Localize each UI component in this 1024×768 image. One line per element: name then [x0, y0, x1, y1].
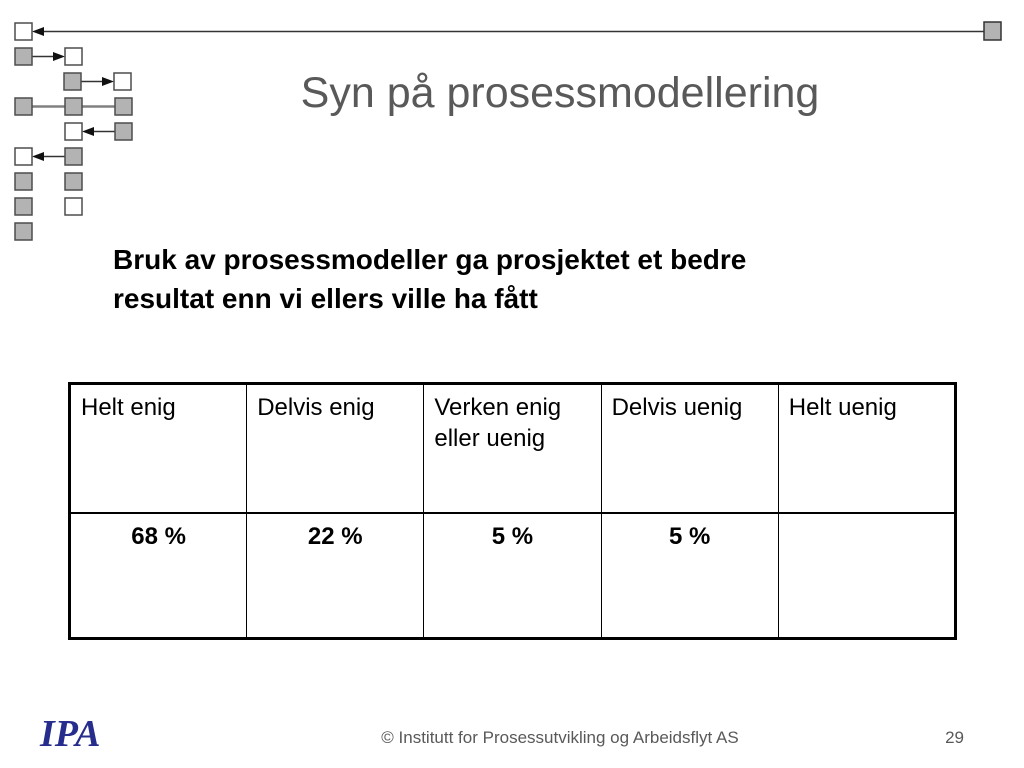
value-cell-delvis-uenig: 5 % [601, 513, 778, 639]
footer-copyright: © Institutt for Prosessutvikling og Arbeidsflyt AS [381, 728, 739, 747]
decorative-flow-diagram-icon [0, 0, 1010, 250]
slide-title: Syn på prosessmodellering [300, 69, 820, 117]
value-cell-helt-enig: 68 % [70, 513, 247, 639]
value-cell-delvis-enig: 22 % [247, 513, 424, 639]
value-cell-helt-uenig [778, 513, 955, 639]
header-cell-helt-enig: Helt enig [70, 384, 247, 513]
statement-text [113, 240, 943, 318]
header-cell-helt-uenig: Helt uenig [778, 384, 955, 513]
table-header-row [70, 384, 956, 513]
results-table [68, 382, 957, 640]
table-value-row [70, 513, 956, 639]
page-number: 29 [945, 728, 964, 747]
statement-line-1: Bruk av prosessmodeller ga prosjektet et bedre [113, 244, 747, 275]
header-cell-verken: Verken enig eller uenig [424, 384, 601, 513]
header-cell-delvis-enig: Delvis enig [247, 384, 424, 513]
statement-line-2: resultat enn vi ellers ville ha fått [113, 283, 538, 314]
value-cell-verken: 5 % [424, 513, 601, 639]
header-cell-delvis-uenig: Delvis uenig [601, 384, 778, 513]
ipa-logo: IPA [40, 713, 101, 755]
